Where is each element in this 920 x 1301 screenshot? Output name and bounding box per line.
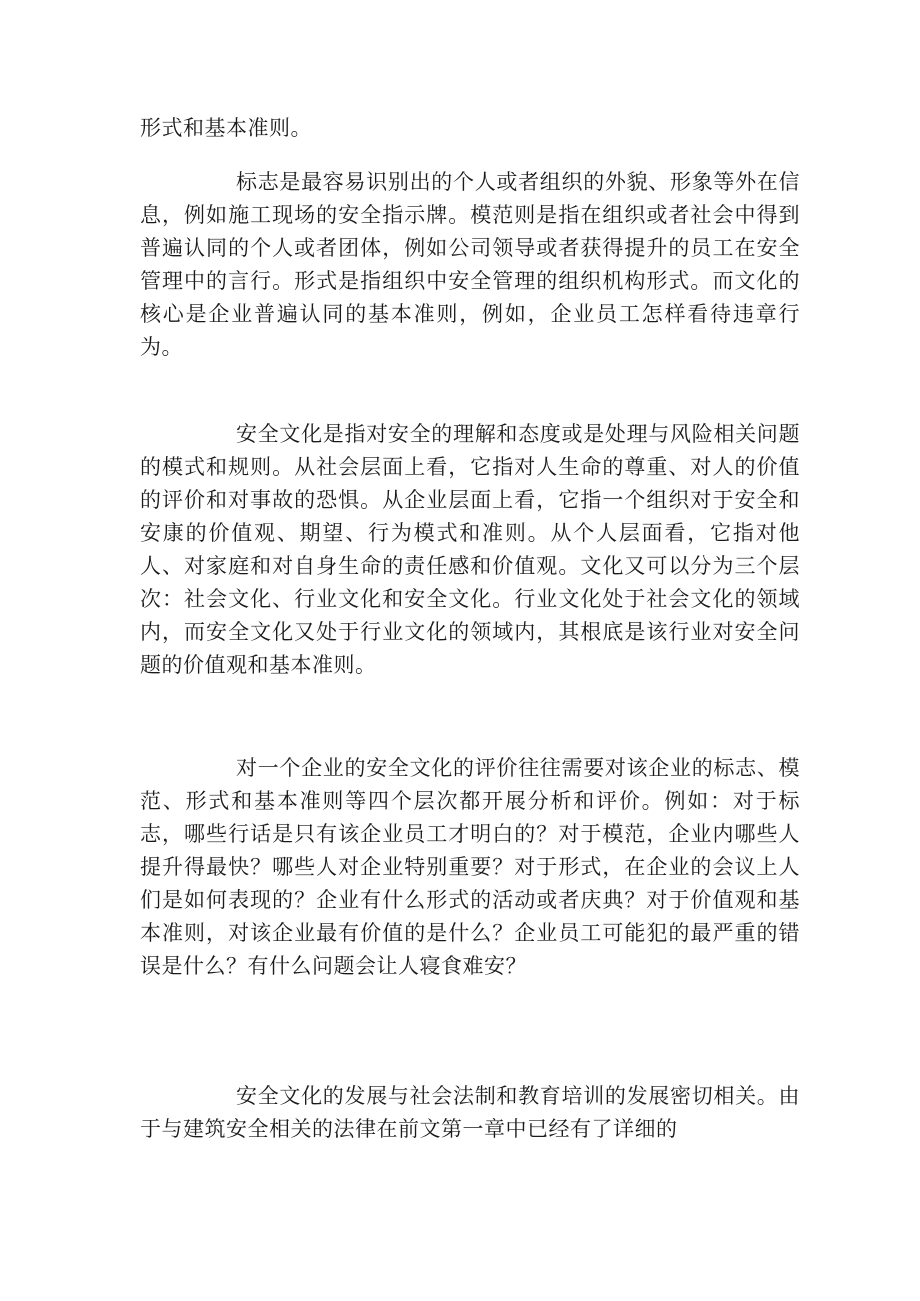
paragraph-5: 安全文化的发展与社会法制和教育培训的发展密切相关。由于与建筑安全相关的法律在前文第一章中已经有了详细的 (140, 1084, 800, 1141)
paragraph-4: 对一个企业的安全文化的评价往往需要对该企业的标志、模范、形式和基本准则等四个层次都开展分析和评价。例如：对于标志，哪些行话是只有该企业员工才明白的？对于模范，企业内哪些人提升得最快？哪些人对企业特别重要？对于形式，在企业的会议上人们是如何表现的？企业有什么形式的活动或者庆典？对于价值观和基本准则，对该企业最有价值的是什么？企业员工可能犯的最严重的错误是什么？有什么问题会让人寝食难安？ (140, 756, 800, 978)
paragraph-3: 安全文化是指对安全的理解和态度或是处理与风险相关问题的模式和规则。从社会层面上看，它指对人生命的尊重、对人的价值的评价和对事故的恐惧。从企业层面上看，它指一个组织对于安全和安康的价值观、期望、行为模式和准则。从个人层面看，它指对他人、对家庭和对自身生命的责任感和价值观。文化又可以分为三个层次：社会文化、行业文化和安全文化。行业文化处于社会文化的领域内，而安全文化又处于行业文化的领域内，其根底是该行业对安全问题的价值观和基本准则。 (140, 422, 800, 677)
paragraph-2: 标志是最容易识别出的个人或者组织的外貌、形象等外在信息，例如施工现场的安全指示牌。模范则是指在组织或者社会中得到普遍认同的个人或者团体，例如公司领导或者获得提升的员工在安全管理中的言行。形式是指组织中安全管理的组织机构形式。而文化的核心是企业普遍认同的基本准则，例如，企业员工怎样看待违章行为。 (140, 170, 800, 359)
paragraph-1: 形式和基本准则。 (140, 116, 312, 140)
